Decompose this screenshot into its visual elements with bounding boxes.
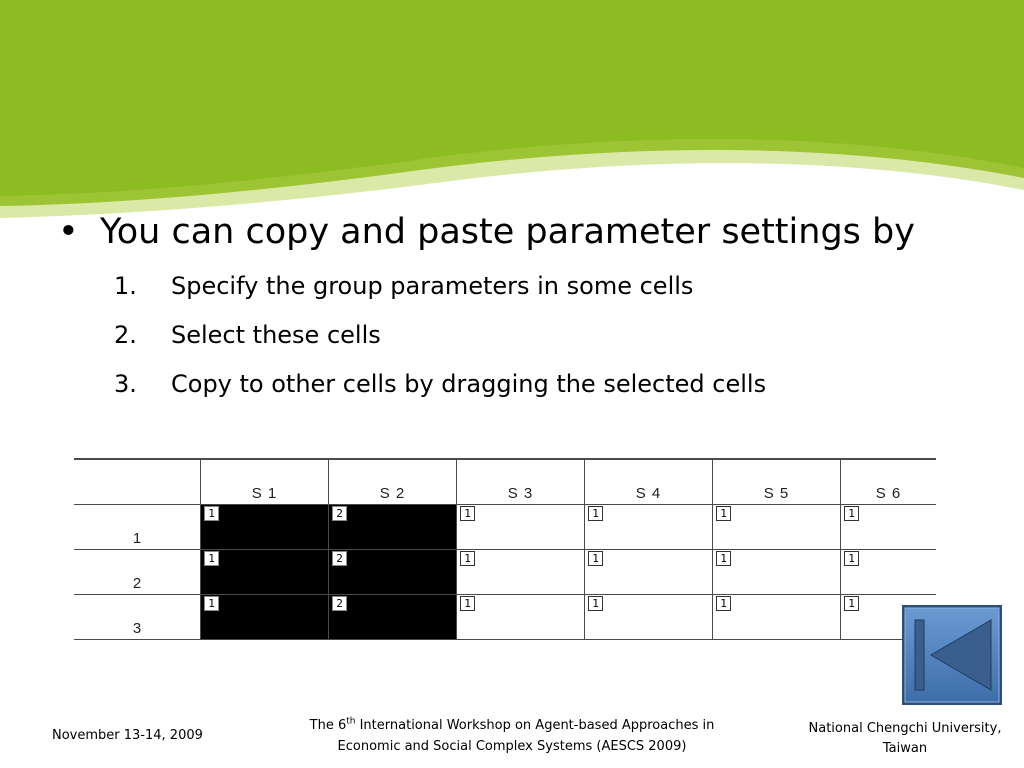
conference-prefix: The 6	[309, 718, 347, 733]
main-bullet	[58, 208, 998, 256]
grid-cell-selected[interactable]	[329, 505, 457, 550]
header-banner	[0, 0, 1024, 240]
step-number: 1.	[114, 272, 137, 300]
grid-cell-selected[interactable]	[201, 505, 329, 550]
group-badge: 1	[460, 506, 475, 521]
bullet-marker: •	[58, 212, 79, 252]
grid-cell-selected[interactable]	[329, 550, 457, 595]
group-badge: 1	[204, 596, 219, 611]
grid-cell[interactable]	[841, 505, 937, 550]
grid-cell-selected[interactable]	[201, 550, 329, 595]
grid-row	[74, 550, 936, 595]
column-header-s3[interactable]: S 3	[457, 459, 585, 505]
grid-cell[interactable]	[713, 505, 841, 550]
group-badge: 1	[844, 506, 859, 521]
group-badge: 1	[460, 596, 475, 611]
grid-cell[interactable]	[457, 595, 585, 640]
parameter-grid	[74, 458, 936, 640]
conference-ordinal: th	[346, 716, 356, 727]
group-badge: 1	[716, 596, 731, 611]
column-header-s2[interactable]: S 2	[329, 459, 457, 505]
group-badge: 1	[204, 551, 219, 566]
grid-cell[interactable]	[457, 550, 585, 595]
university-line-1: National Chengchi University,	[808, 721, 1002, 736]
step-text: Specify the group parameters in some cells	[171, 272, 694, 300]
step-text: Select these cells	[171, 321, 381, 349]
column-header-s4[interactable]: S 4	[585, 459, 713, 505]
step-item	[58, 311, 998, 360]
grid-cell[interactable]	[713, 595, 841, 640]
footer-date: November 13-14, 2009	[52, 728, 203, 743]
grid-cell-selected[interactable]	[201, 595, 329, 640]
grid-cell-selected[interactable]	[329, 595, 457, 640]
conference-line-1	[284, 715, 740, 736]
row-header-2[interactable]: 2	[74, 550, 201, 595]
group-badge: 1	[588, 551, 603, 566]
row-header-3[interactable]: 3	[74, 595, 201, 640]
footer-conference	[284, 715, 740, 757]
group-badge: 2	[332, 596, 347, 611]
university-line-2: Taiwan	[882, 741, 928, 756]
back-triangle-icon	[901, 604, 1003, 706]
step-item	[58, 360, 998, 409]
step-number: 3.	[114, 370, 137, 398]
group-badge: 1	[588, 506, 603, 521]
row-header-1[interactable]: 1	[74, 505, 201, 550]
group-badge: 1	[844, 551, 859, 566]
group-badge: 2	[332, 506, 347, 521]
grid-cell[interactable]	[585, 505, 713, 550]
column-header-s1[interactable]: S 1	[201, 459, 329, 505]
back-button[interactable]	[901, 604, 1003, 706]
grid-row	[74, 595, 936, 640]
grid-corner	[74, 459, 201, 505]
step-list	[58, 262, 998, 409]
grid-cell[interactable]	[585, 595, 713, 640]
bullet-list	[58, 208, 998, 409]
grid-row	[74, 505, 936, 550]
column-header-s6[interactable]: S 6	[841, 459, 937, 505]
step-text: Copy to other cells by dragging the selected cells	[171, 370, 767, 398]
footer-university	[800, 719, 1010, 759]
group-badge: 1	[716, 506, 731, 521]
group-badge: 1	[588, 596, 603, 611]
group-badge: 1	[204, 506, 219, 521]
grid-cell[interactable]	[457, 505, 585, 550]
group-badge: 1	[716, 551, 731, 566]
group-badge: 1	[460, 551, 475, 566]
grid-cell[interactable]	[841, 550, 937, 595]
conference-line-2: Economic and Social Complex Systems (AESCS 2009)	[337, 739, 687, 754]
group-badge: 2	[332, 551, 347, 566]
step-item	[58, 262, 998, 311]
conference-title-rest: International Workshop on Agent-based Approaches in	[355, 718, 715, 733]
main-bullet-text: You can copy and paste parameter settings by	[100, 212, 915, 252]
grid-header-row	[74, 459, 936, 505]
column-header-s5[interactable]: S 5	[713, 459, 841, 505]
grid-cell[interactable]	[585, 550, 713, 595]
step-number: 2.	[114, 321, 137, 349]
grid-cell[interactable]	[713, 550, 841, 595]
group-badge: 1	[844, 596, 859, 611]
